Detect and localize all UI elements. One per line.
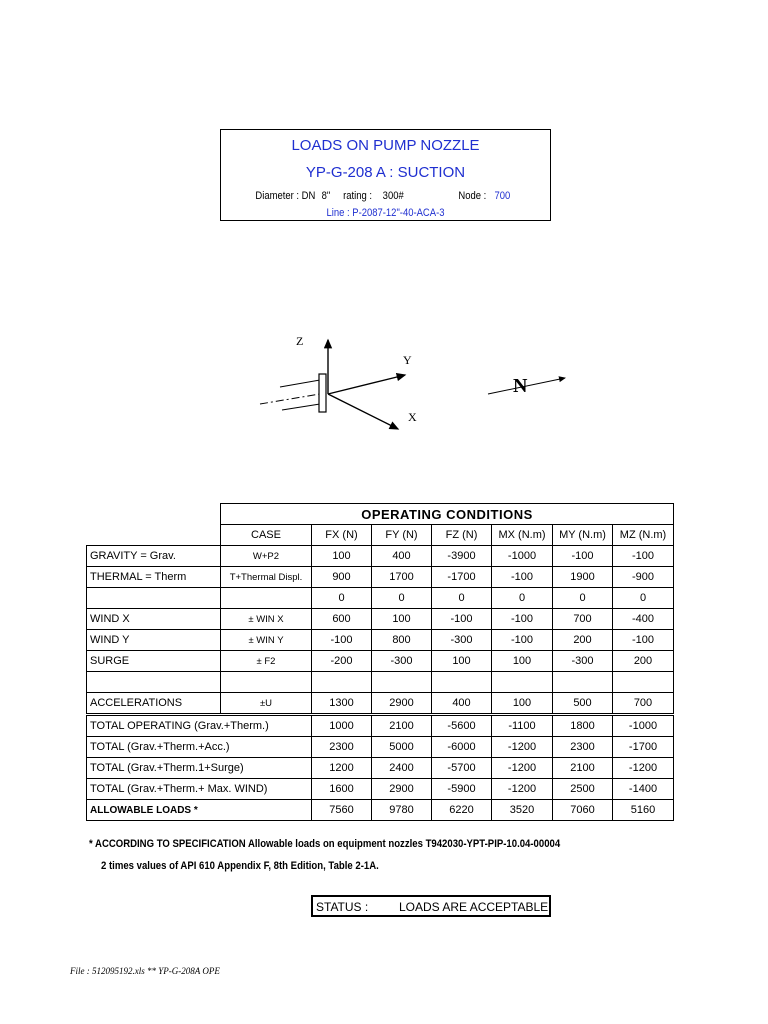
table-cell: -6000 (432, 737, 492, 758)
table-cell: 7560 (312, 800, 372, 821)
table-cell: -1200 (492, 737, 553, 758)
table-cell: 1000 (312, 715, 372, 737)
table-cell: 600 (312, 609, 372, 630)
y-axis-label: Y (403, 353, 412, 367)
table-cell: -100 (613, 630, 674, 651)
total-row (87, 758, 674, 779)
row-label (87, 588, 221, 609)
north-label: N (513, 375, 528, 397)
table-cell: 2900 (372, 693, 432, 715)
table-title: OPERATING CONDITIONS (221, 504, 674, 525)
table-row (87, 588, 674, 609)
table-cell: -1700 (613, 737, 674, 758)
table-cell: -100 (492, 630, 553, 651)
table-cell: 3520 (492, 800, 553, 821)
table-cell (312, 672, 372, 693)
row-label: SURGE (87, 651, 221, 672)
row-case (221, 588, 312, 609)
table-cell: -100 (492, 567, 553, 588)
table-cell: -5600 (432, 715, 492, 737)
table-cell: -300 (553, 651, 613, 672)
table-cell: 400 (372, 546, 432, 567)
total-label: TOTAL (Grav.+Therm.+ Max. WIND) (87, 779, 312, 800)
table-cell: -1200 (492, 758, 553, 779)
table-row (87, 546, 674, 567)
table-cell: -100 (432, 609, 492, 630)
table-cell: 6220 (432, 800, 492, 821)
x-axis-label: X (408, 410, 417, 424)
table-cell: -300 (372, 651, 432, 672)
table-cell: 700 (613, 693, 674, 715)
table-cell: 100 (492, 651, 553, 672)
x-axis-arrow (328, 394, 398, 429)
table-row (87, 651, 674, 672)
table-row (87, 693, 674, 715)
table-cell: -1000 (613, 715, 674, 737)
loads-table (86, 503, 674, 821)
table-cell: 7060 (553, 800, 613, 821)
table-cell: 2100 (372, 715, 432, 737)
table-cell: 0 (432, 588, 492, 609)
page-subtitle: YP-G-208 A : SUCTION (305, 164, 466, 181)
table-cell: 2400 (372, 758, 432, 779)
table-cell: 2900 (372, 779, 432, 800)
page-title: LOADS ON PUMP NOZZLE (291, 137, 480, 154)
table-cell: -100 (613, 546, 674, 567)
column-header: FY (N) (372, 525, 432, 546)
total-label: TOTAL OPERATING (Grav.+Therm.) (87, 715, 312, 737)
node-value: 700 (494, 190, 511, 202)
table-cell: -100 (312, 630, 372, 651)
table-cell: -3900 (432, 546, 492, 567)
table-cell: 2100 (553, 758, 613, 779)
status-box (311, 895, 551, 917)
table-cell: 200 (613, 651, 674, 672)
table-cell: 2500 (553, 779, 613, 800)
table-cell: 1300 (312, 693, 372, 715)
table-cell: 0 (372, 588, 432, 609)
rating-label: rating : (343, 190, 373, 202)
table-cell: 100 (492, 693, 553, 715)
status-value: LOADS ARE ACCEPTABLE (399, 900, 549, 914)
table-cell: 700 (553, 609, 613, 630)
row-label: WIND X (87, 609, 221, 630)
table-cell: 2300 (312, 737, 372, 758)
nozzle-header-box (220, 129, 551, 221)
table-cell: -200 (312, 651, 372, 672)
node-label: Node : (458, 190, 487, 202)
table-cell: -100 (492, 609, 553, 630)
total-label: TOTAL (Grav.+Therm.+Acc.) (87, 737, 312, 758)
pipe-line-top (280, 380, 320, 387)
row-case: ± WIN Y (221, 630, 312, 651)
row-label (87, 672, 221, 693)
table-cell: 1200 (312, 758, 372, 779)
allowable-label: ALLOWABLE LOADS * (87, 800, 312, 821)
table-cell: -1700 (432, 567, 492, 588)
table-cell: -1200 (492, 779, 553, 800)
line-reference: Line : P-2087-12"-40-ACA-3 (326, 207, 445, 219)
row-case: T+Thermal Displ. (221, 567, 312, 588)
table-header-row (87, 525, 674, 546)
column-header: MY (N.m) (553, 525, 613, 546)
column-header: CASE (221, 525, 312, 546)
table-cell: 0 (613, 588, 674, 609)
column-header: FX (N) (312, 525, 372, 546)
table-cell: -1200 (613, 758, 674, 779)
api-note: 2 times values of API 610 Appendix F, 8th Edition, Table 2-1A. (101, 860, 379, 872)
table-cell: -1000 (492, 546, 553, 567)
table-cell: 900 (312, 567, 372, 588)
table-cell: -5900 (432, 779, 492, 800)
y-axis-arrow (328, 375, 405, 394)
allowable-row (87, 800, 674, 821)
table-cell: 5000 (372, 737, 432, 758)
table-cell: 1700 (372, 567, 432, 588)
column-header: MZ (N.m) (613, 525, 674, 546)
table-cell: 9780 (372, 800, 432, 821)
z-axis-label: Z (296, 334, 304, 348)
table-cell (613, 672, 674, 693)
table-title-row (87, 504, 674, 525)
table-cell: 200 (553, 630, 613, 651)
total-row (87, 737, 674, 758)
specification-note: * ACCORDING TO SPECIFICATION Allowable loads on equipment nozzles T942030-YPT-PIP-10.04-00004 (89, 838, 561, 850)
diameter-label: Diameter : DN (255, 190, 316, 202)
flange-shape (319, 374, 326, 412)
table-cell: 2300 (553, 737, 613, 758)
status-label: STATUS : (316, 900, 369, 914)
table-cell: 1900 (553, 567, 613, 588)
total-label: TOTAL (Grav.+Therm.1+Surge) (87, 758, 312, 779)
total-row (87, 779, 674, 800)
table-cell: 100 (372, 609, 432, 630)
axis-diagram (250, 330, 580, 440)
table-cell: -100 (553, 546, 613, 567)
table-cell: -1100 (492, 715, 553, 737)
table-cell (492, 672, 553, 693)
table-row (87, 630, 674, 651)
total-row (87, 715, 674, 737)
row-label: GRAVITY = Grav. (87, 546, 221, 567)
table-cell: -300 (432, 630, 492, 651)
row-case: ± WIN X (221, 609, 312, 630)
table-cell: -5700 (432, 758, 492, 779)
table-cell: 100 (432, 651, 492, 672)
pipe-centerline (260, 394, 320, 404)
rating-value: 300# (382, 190, 404, 202)
row-case: ± F2 (221, 651, 312, 672)
pipe-line-bottom (282, 404, 320, 410)
table-cell: -400 (613, 609, 674, 630)
table-cell: -900 (613, 567, 674, 588)
column-header: FZ (N) (432, 525, 492, 546)
column-header: MX (N.m) (492, 525, 553, 546)
diameter-value: 8" (321, 190, 331, 202)
table-cell: 0 (312, 588, 372, 609)
table-cell: 800 (372, 630, 432, 651)
table-cell: 0 (553, 588, 613, 609)
table-cell (372, 672, 432, 693)
file-footer: File : 512095192.xls ** YP-G-208A OPE (70, 966, 220, 976)
row-label: ACCELERATIONS (87, 693, 221, 715)
table-cell: -1400 (613, 779, 674, 800)
table-row (87, 672, 674, 693)
table-cell: 1800 (553, 715, 613, 737)
table-cell: 1600 (312, 779, 372, 800)
table-cell: 0 (492, 588, 553, 609)
table-cell: 400 (432, 693, 492, 715)
table-row (87, 609, 674, 630)
table-cell (553, 672, 613, 693)
table-cell: 100 (312, 546, 372, 567)
row-label: WIND Y (87, 630, 221, 651)
table-cell (432, 672, 492, 693)
table-cell: 500 (553, 693, 613, 715)
row-case: W+P2 (221, 546, 312, 567)
row-case: ±U (221, 693, 312, 715)
row-label: THERMAL = Therm (87, 567, 221, 588)
table-cell: 5160 (613, 800, 674, 821)
table-row (87, 567, 674, 588)
row-case (221, 672, 312, 693)
